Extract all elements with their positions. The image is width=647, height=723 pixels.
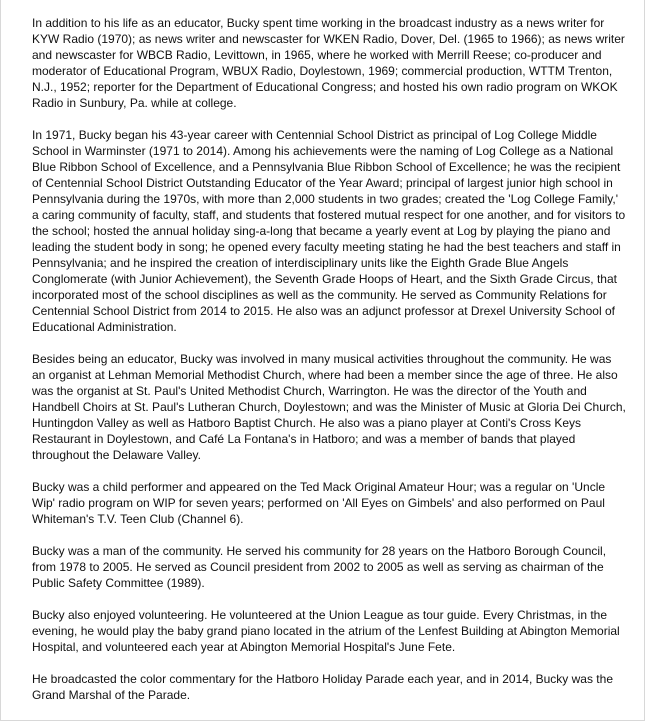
paragraph-education-career: In 1971, Bucky began his 43-year career with Centennial School District as principal of Log College Middle School in Warminster (1971 to 2014). Among his achievements were the naming of Log College as a National Blue Ribbon School of Excellence, and a Pennsylvania Blue Ribbon School of Excellence; he was the recipient of Centennial School District Outstanding Educator of the Year Award; principal of largest junior high school in Pennsylvania during the 1970s, with more than 2,000 students in two grades; created the 'Log College Family,' a caring community of faculty, staff, and students that fostered mutual respect for one another, and for visitors to the school; hosted the annual holiday sing-a-long that became a yearly event at Log by playing the piano and leading the student body in song; he opened every faculty meeting stating he had the best teachers and staff in Pennsylvania; and he inspired the creation of interdisciplinary units like the Eighth Grade Blue Angels Conglomerate (with Junior Achievement), the Seventh Grade Hoops of Heart, and the Sixth Grade Circus, that incorporated most of the school disciplines as well as the community. He served as Community Relations for Centennial School District from 2014 to 2015. He also was an adjunct professor at Drexel University School of Educational Administration. [32,128,626,334]
paragraph-musical-activities: Besides being an educator, Bucky was involved in many musical activities throughout the community. He was an organist at Lehman Memorial Methodist Church, where had been a member since the age of three. He also was the organist at St. Paul's United Methodist Church, Warrington. He was the director of the Youth and Handbell Choirs at St. Paul's Lutheran Church, Doylestown; and was the Minister of Music at Gloria Dei Church, Huntingdon Valley as well as Hatboro Baptist Church. He also was a piano player at Conti's Cross Keys Restaurant in Doylestown, and Café La Fontana's in Hatboro; and was a member of bands that played throughout the Delaware Valley. [32,352,626,462]
paragraph-broadcast-career: In addition to his life as an educator, Bucky spent time working in the broadcast industry as a news writer for KYW Radio (1970); as news writer and newscaster for WKEN Radio, Dover, Del. (1965 to 1966); as news writer and newscaster for WBCB Radio, Levittown, in 1965, where he worked with Merrill Reese; co-producer and moderator of Educational Program, WBUX Radio, Doylestown, 1969; commercial production, WTTM Trenton, N.J., 1952; reporter for the Department of Educational Congress; and hosted his own radio program on WKOK Radio in Sunbury, Pa. while at college. [32,16,625,110]
paragraph-volunteering: Bucky also enjoyed volunteering. He volunteered at the Union League as tour guide. Every Christmas, in the evening, he would play the baby grand piano located in the atrium of the Lenfest Building at Abington Memorial Hospital, and volunteered each year at Abington Memorial Hospital's June Fete. [32,608,620,654]
paragraph-child-performer: Bucky was a child performer and appeared on the Ted Mack Original Amateur Hour; was a regular on 'Uncle Wip' radio program on WIP for seven years; performed on 'All Eyes on Gimbels' and also performed on Paul Whiteman's T.V. Teen Club (Channel 6). [32,480,606,526]
paragraph-holiday-parade: He broadcasted the color commentary for the Hatboro Holiday Parade each year, and in 2014, Bucky was the Grand Marshal of the Parade. [32,672,613,702]
paragraph-community-service: Bucky was a man of the community. He served his community for 28 years on the Hatboro Borough Council, from 1978 to 2005. He served as Council president from 2002 to 2005 as well as serving as chairman of the Public Safety Committee (1989). [32,544,607,590]
article-body [32,15,628,703]
